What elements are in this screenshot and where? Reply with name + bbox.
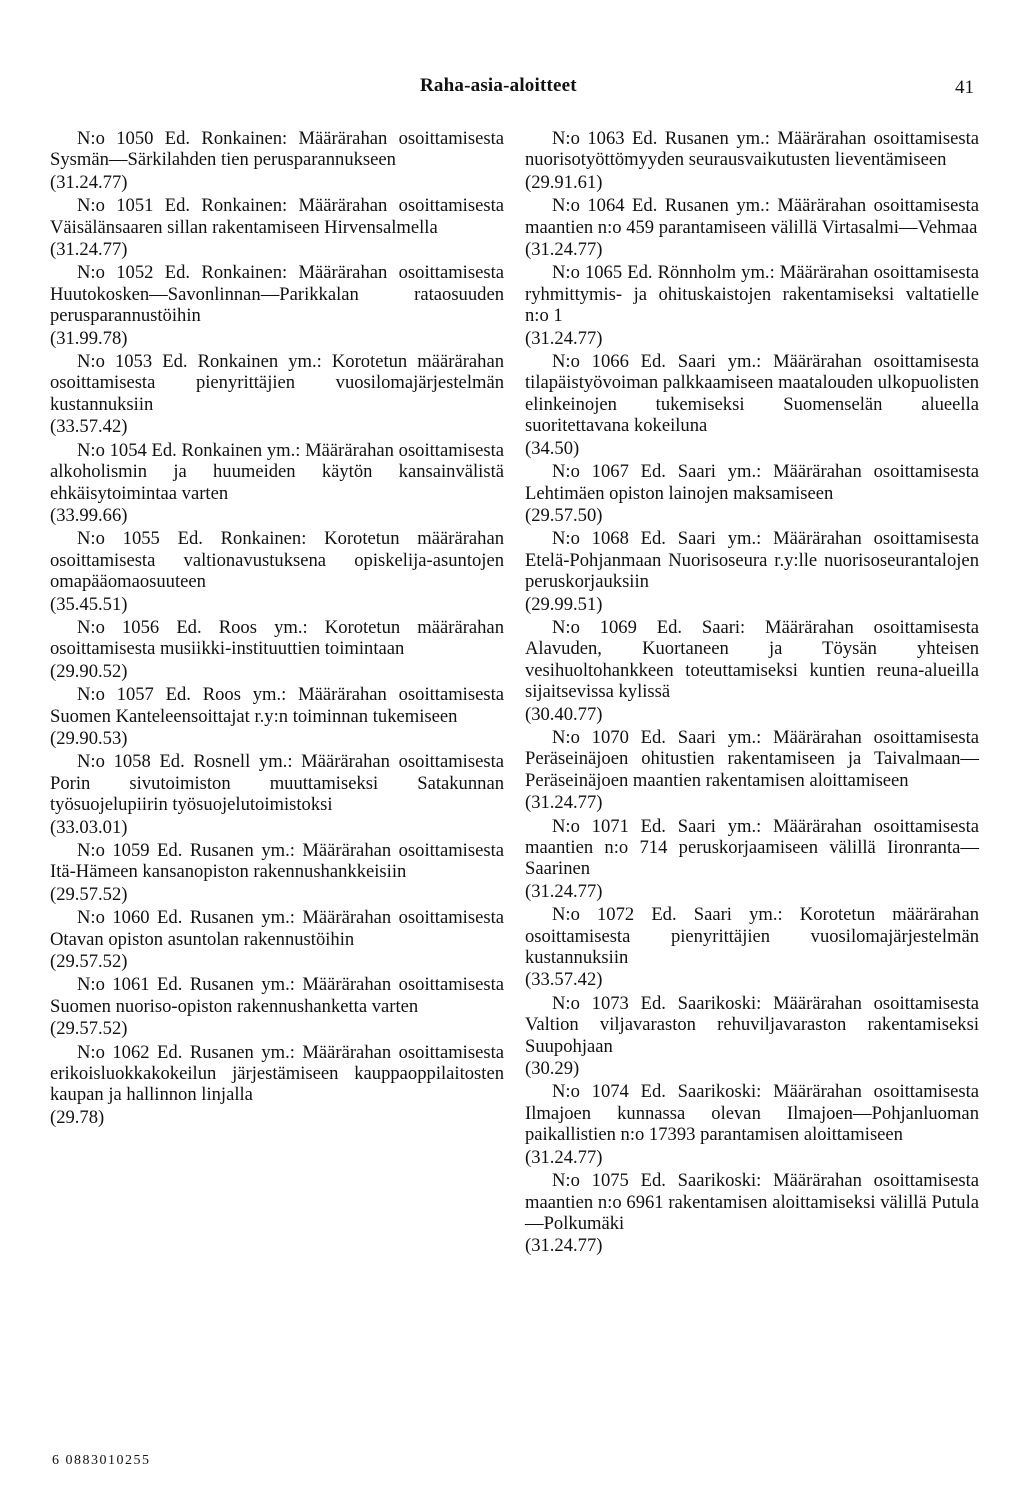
entry-date: (31.99.78): [50, 327, 128, 349]
list-item: [50, 684, 504, 749]
entry-text: N:o 1066 Ed. Saari ym.: Määrärahan osoittamisesta tilapäistyövoiman palkkaamiseen maatalouden ulkopuolisten elinkeinojen tukemiseksi Suomenselän alueella suoritettavana kokeiluna: [525, 351, 979, 437]
running-head: [0, 75, 1024, 103]
entry-text: N:o 1052 Ed. Ronkainen: Määrärahan osoittamisesta Huutokosken—Savonlinnan—Parikkalan rataosuuden perusparannustöihin: [50, 262, 504, 327]
list-item: [50, 1042, 504, 1129]
entry-text: N:o 1069 Ed. Saari: Määrärahan osoittamisesta Alavuden, Kuortaneen ja Töysän yhteisen vesihuoltohankkeen toteuttamiseksi kuntien reuna-alueilla sijaitsevissa kylissä: [525, 616, 979, 703]
entry-text: N:o 1063 Ed. Rusanen ym.: Määrärahan osoittamisesta nuorisotyöttömyyden seurausvaikutusten lieventämiseen: [525, 128, 979, 171]
entry-text: N:o 1070 Ed. Saari ym.: Määrärahan osoittamisesta Peräseinäjoen ohitustien rakentamiseen ja Taivalmaan—Peräseinäjoen maantien rakentamisen aloittamiseen: [525, 726, 979, 791]
list-item: [525, 461, 979, 526]
footer-code: 6 0883010255: [52, 1453, 151, 1468]
list-item: [50, 528, 504, 615]
entry-date: (29.57.52): [50, 951, 128, 973]
entry-date: (31.24.77): [525, 1146, 603, 1168]
entry-date: (29.57.52): [50, 883, 128, 905]
list-item: [525, 816, 979, 903]
list-item: [50, 751, 504, 838]
entry-text: N:o 1061 Ed. Rusanen ym.: Määrärahan osoittamisesta Suomen nuoriso-opiston rakennushanketta varten: [50, 974, 504, 1017]
entry-date: (33.57.42): [50, 416, 128, 438]
entry-text: N:o 1072 Ed. Saari ym.: Korotetun määrärahan osoittamisesta pienyrittäjien vuosilomajärjestelmän kustannuksiin: [525, 904, 979, 969]
entry-date: (34.50): [525, 437, 580, 459]
entry-date: (31.24.77): [525, 880, 603, 902]
list-item: [525, 351, 979, 459]
entry-text: N:o 1065 Ed. Rönnholm ym.: Määrärahan osoittamisesta ryhmittymis- ja ohituskaistojen rakentamiseksi valtatielle n:o 1: [525, 262, 979, 327]
entry-text: N:o 1064 Ed. Rusanen ym.: Määrärahan osoittamisesta maantien n:o 459 parantamiseen välillä Virtasalmi—Vehmaa: [525, 195, 979, 238]
entry-text: N:o 1051 Ed. Ronkainen: Määrärahan osoittamisesta Väisälänsaaren sillan rakentamiseen Hirvensalmella: [50, 195, 504, 238]
list-item: [525, 195, 979, 260]
list-item: [525, 1081, 979, 1168]
entry-date: (29.78): [50, 1106, 105, 1128]
entry-date: (31.24.77): [525, 327, 603, 349]
entry-date: (29.99.51): [525, 593, 603, 615]
list-item: [525, 262, 979, 349]
entry-text: N:o 1050 Ed. Ronkainen: Määrärahan osoittamisesta Sysmän—Särkilahden tien perusparannukseen: [50, 128, 504, 171]
entry-date: (29.90.53): [50, 727, 128, 749]
entry-text: N:o 1056 Ed. Roos ym.: Korotetun määrärahan osoittamisesta musiikki-instituuttien toimintaan: [50, 616, 504, 660]
entry-date: (31.24.77): [525, 792, 603, 814]
entry-date: (29.91.61): [525, 171, 603, 193]
entry-date: (33.57.42): [525, 969, 603, 991]
entry-text: N:o 1074 Ed. Saarikoski: Määrärahan osoittamisesta Ilmajoen kunnassa olevan Ilmajoen—Pohjanluoman paikallistien n:o 17393 parantamisen aloittamiseen: [525, 1081, 979, 1146]
list-item: [525, 993, 979, 1080]
list-item: [50, 440, 504, 527]
entry-text: N:o 1060 Ed. Rusanen ym.: Määrärahan osoittamisesta Otavan opiston asuntolan rakennustöihin: [50, 907, 504, 950]
page-number: 41: [955, 77, 974, 98]
entry-text: N:o 1058 Ed. Rosnell ym.: Määrärahan osoittamisesta Porin sivutoimiston muuttamiseksi Satakunnan työsuojelupiirin työsuojelutoimistoksi: [50, 751, 504, 816]
entry-date: (33.03.01): [50, 816, 128, 838]
list-item: [525, 128, 979, 193]
entry-text: N:o 1073 Ed. Saarikoski: Määrärahan osoittamisesta Valtion viljavaraston rehuviljavaraston rakentamiseksi Suupohjaan: [525, 992, 979, 1057]
entry-date: (29.57.52): [50, 1018, 128, 1040]
list-item: [50, 974, 504, 1039]
entry-text: N:o 1067 Ed. Saari ym.: Määrärahan osoittamisesta Lehtimäen opiston lainojen maksamiseen: [525, 461, 979, 504]
entry-text: N:o 1075 Ed. Saarikoski: Määrärahan osoittamisesta maantien n:o 6961 rakentamisen aloittamiseksi välillä Putula—Polkumäki: [525, 1170, 979, 1234]
entry-text: N:o 1055 Ed. Ronkainen: Korotetun määrärahan osoittamisesta valtionavustuksena opiskelija-asuntojen omapääomaosuuteen: [50, 528, 504, 593]
list-item: [50, 617, 504, 682]
list-item: [525, 1170, 979, 1257]
entry-date: (33.99.66): [50, 504, 128, 526]
entry-date: (30.40.77): [525, 703, 603, 725]
page-title: Raha-asia-aloitteet: [420, 75, 577, 96]
entry-text: N:o 1068 Ed. Saari ym.: Määrärahan osoittamisesta Etelä-Pohjanmaan Nuorisoseura r.y:lle nuorisoseurantalojen peruskorjauksiin: [525, 528, 979, 593]
list-item: [50, 351, 504, 438]
entry-text: N:o 1057 Ed. Roos ym.: Määrärahan osoittamisesta Suomen Kanteleensoittajat r.y:n toiminnan tukemiseen: [50, 684, 504, 727]
entry-text: N:o 1059 Ed. Rusanen ym.: Määrärahan osoittamisesta Itä-Hämeen kansanopiston rakennushankkeisiin: [50, 840, 504, 883]
right-column: [525, 128, 979, 1259]
left-column: [50, 128, 504, 1130]
entry-date: (30.29): [525, 1058, 580, 1080]
entry-date: (31.24.77): [50, 239, 128, 261]
list-item: [50, 128, 504, 193]
entry-date: (31.24.77): [525, 239, 603, 261]
list-item: [50, 840, 504, 905]
entry-date: (35.45.51): [50, 593, 128, 615]
entry-text: N:o 1062 Ed. Rusanen ym.: Määrärahan osoittamisesta erikoisluokkakokeilun järjestämiseen kauppaoppilaitosten kaupan ja hallinnon linjalla: [50, 1041, 504, 1106]
list-item: [525, 904, 979, 991]
list-item: [525, 617, 979, 725]
list-item: [525, 528, 979, 615]
list-item: [50, 195, 504, 260]
entry-date: (31.24.77): [525, 1235, 603, 1257]
entry-date: (31.24.77): [50, 171, 128, 193]
list-item: [50, 907, 504, 972]
entry-text: N:o 1054 Ed. Ronkainen ym.: Määrärahan osoittamisesta alkoholismin ja huumeiden käytön kansainvälistä ehkäisytoimintaa varten: [50, 439, 504, 504]
entry-date: (29.57.50): [525, 504, 603, 526]
entry-text: N:o 1071 Ed. Saari ym.: Määrärahan osoittamisesta maantien n:o 714 peruskorjaamiseen välillä Iironranta—Saarinen: [525, 815, 979, 880]
entry-date: (29.90.52): [50, 660, 128, 682]
list-item: [50, 262, 504, 349]
list-item: [525, 727, 979, 814]
entry-text: N:o 1053 Ed. Ronkainen ym.: Korotetun määrärahan osoittamisesta pienyrittäjien vuosilomajärjestelmän kustannuksiin: [50, 351, 504, 415]
